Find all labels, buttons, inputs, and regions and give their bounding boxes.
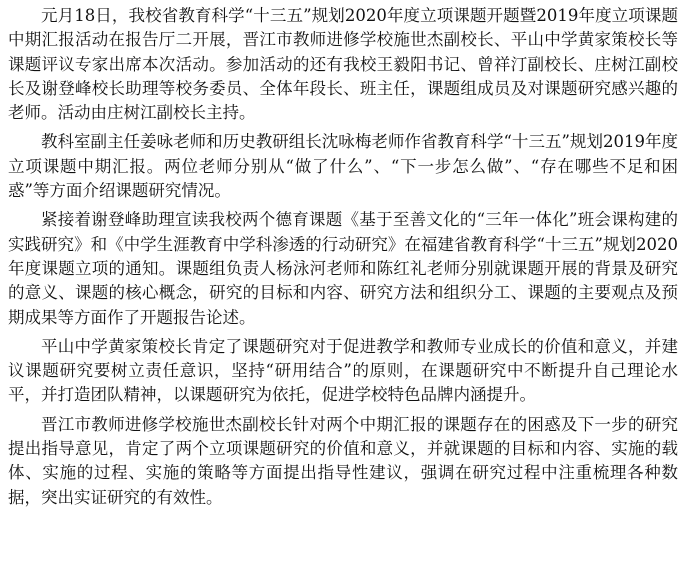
paragraph-principal-remarks: 平山中学黄家策校长肯定了课题研究对于促进教学和教师专业成长的价值和意义，并建议课题研究要树立责任意识，坚持“研用结合”的原则，在课题研究中不断提升自己理论水平，并打造团队精神，以课题研究为依托，促进学校特色品牌内涵提升。 [8,336,678,405]
paragraph-midterm-report: 教科室副主任姜咏老师和历史教研组长沈咏梅老师作省教育科学“十三五”规划2019年度立项课题中期汇报。两位老师分别从“做了什么”、“下一步怎么做”、“存在哪些不足和困惑”等方面介绍课题研究情况。 [8,132,678,201]
article-body [8,4,678,515]
paragraph-expert-guidance: 晋江市教师进修学校施世杰副校长针对两个中期汇报的课题存在的困惑及下一步的研究提出指导意见，肯定了两个立项课题研究的价值和意义，并就课题的目标和内容、实施的载体、实施的过程、实施的策略等方面提出指导性建议，强调在研究过程中注重梳理各种数据，突出实证研究的有效性。 [8,414,678,507]
paragraph-project-opening: 紧接着谢登峰助理宣读我校两个德育课题《基于至善文化的“三年一体化”班会课构建的实践研究》和《中学生涯教育中学科渗透的行动研究》在福建省教育科学“十三五”规划2020年度课题立项的通知。课题组负责人杨泳河老师和陈红礼老师分别就课题开展的背景及研究的意义、课题的核心概念，研究的目标和内容、研究方法和组织分工、课题的主要观点及预期成果等方面作了开题报告论述。 [8,210,678,327]
paragraph-opening: 元月18日，我校省教育科学“十三五”规划2020年度立项课题开题暨2019年度立项课题中期汇报活动在报告厅二开展，晋江市教师进修学校施世杰副校长、平山中学黄家策校长等课题评议专家出席本次活动。参加活动的还有我校王毅阳书记、曾祥汀副校长、庄树江副校长及谢登峰校长助理等校务委员、全体年段长、班主任，课题组成员及对课题研究感兴趣的老师。活动由庄树江副校长主持。 [8,6,678,123]
